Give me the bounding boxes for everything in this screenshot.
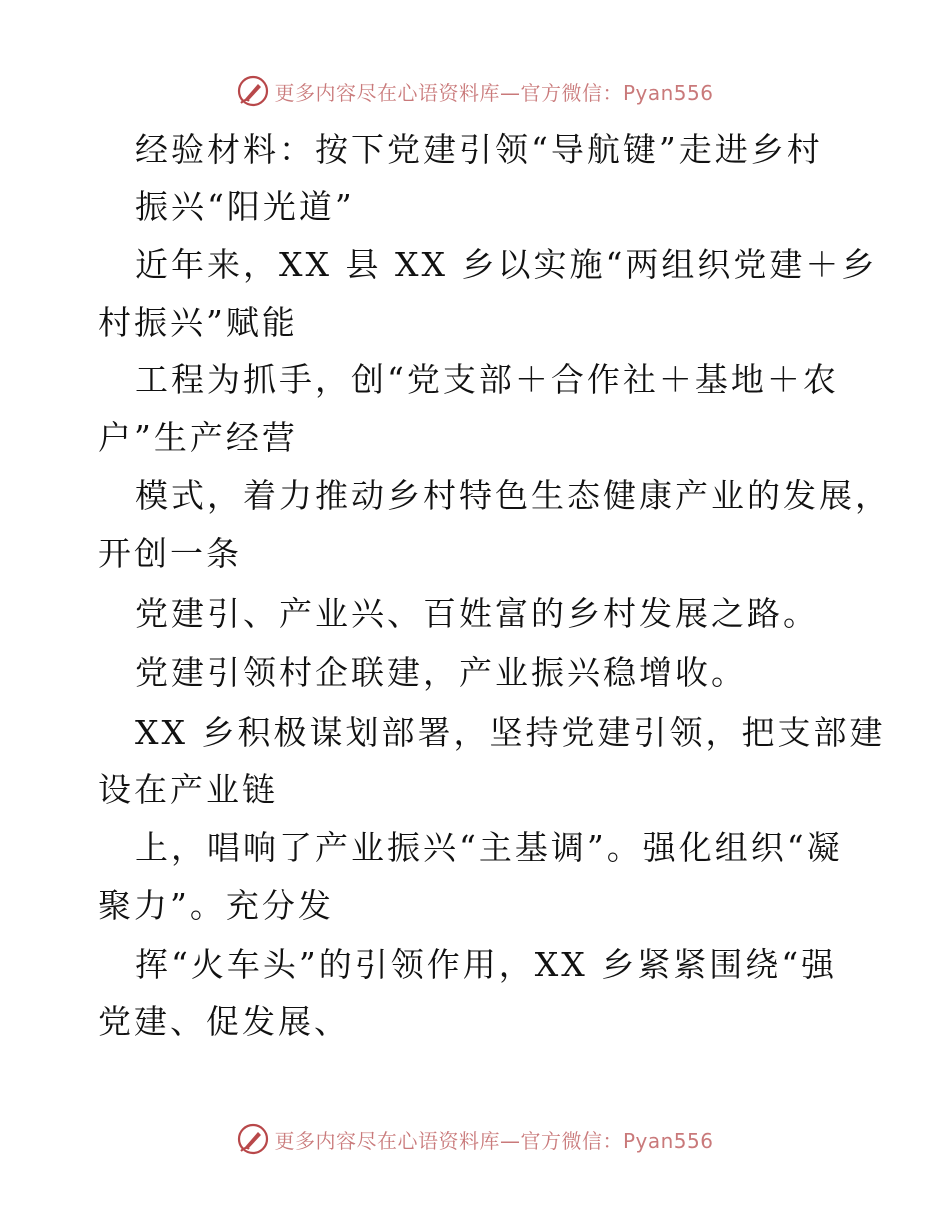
text-line: 上，唱响了产业振兴“主基调”。强化组织“凝 — [135, 828, 843, 867]
text-line: 模式，着力推动乡村特色生态健康产业的发展， — [135, 476, 891, 515]
pen-logo-icon — [236, 1122, 270, 1156]
text-line: 党建、促发展、 — [98, 1002, 350, 1041]
text-line: 党建引、产业兴、百姓富的乡村发展之路。 — [135, 594, 819, 633]
text-line: 党建引领村企联建，产业振兴稳增收。 — [135, 653, 747, 692]
footer-banner-text: 更多内容尽在心语资料库—官方微信：Pyan556 — [274, 1128, 714, 1153]
text-line: 经验材料：按下党建引领“导航键”走进乡村 — [135, 130, 823, 169]
text-line: 设在产业链 — [98, 770, 278, 809]
header-banner-text: 更多内容尽在心语资料库—官方微信：Pyan556 — [274, 80, 714, 105]
pen-logo-icon — [236, 74, 270, 108]
text-line: 开创一条 — [98, 534, 242, 573]
text-line: 工程为抓手，创“党支部＋合作社＋基地＋农 — [135, 360, 839, 399]
text-line: 振兴“阳光道” — [135, 187, 355, 226]
text-line: 聚力”。充分发 — [98, 886, 334, 925]
footer-banner — [0, 1119, 950, 1159]
text-line: XX 乡积极谋划部署，坚持党建引领，把支部建 — [135, 713, 886, 752]
text-line: 近年来，XX 县 XX 乡以实施“两组织党建＋乡 — [135, 245, 878, 284]
text-line: 村振兴”赋能 — [98, 303, 298, 342]
text-line: 挥“火车头”的引领作用，XX 乡紧紧围绕“强 — [135, 945, 838, 984]
text-line: 户”生产经营 — [98, 418, 298, 457]
header-banner — [0, 71, 950, 111]
